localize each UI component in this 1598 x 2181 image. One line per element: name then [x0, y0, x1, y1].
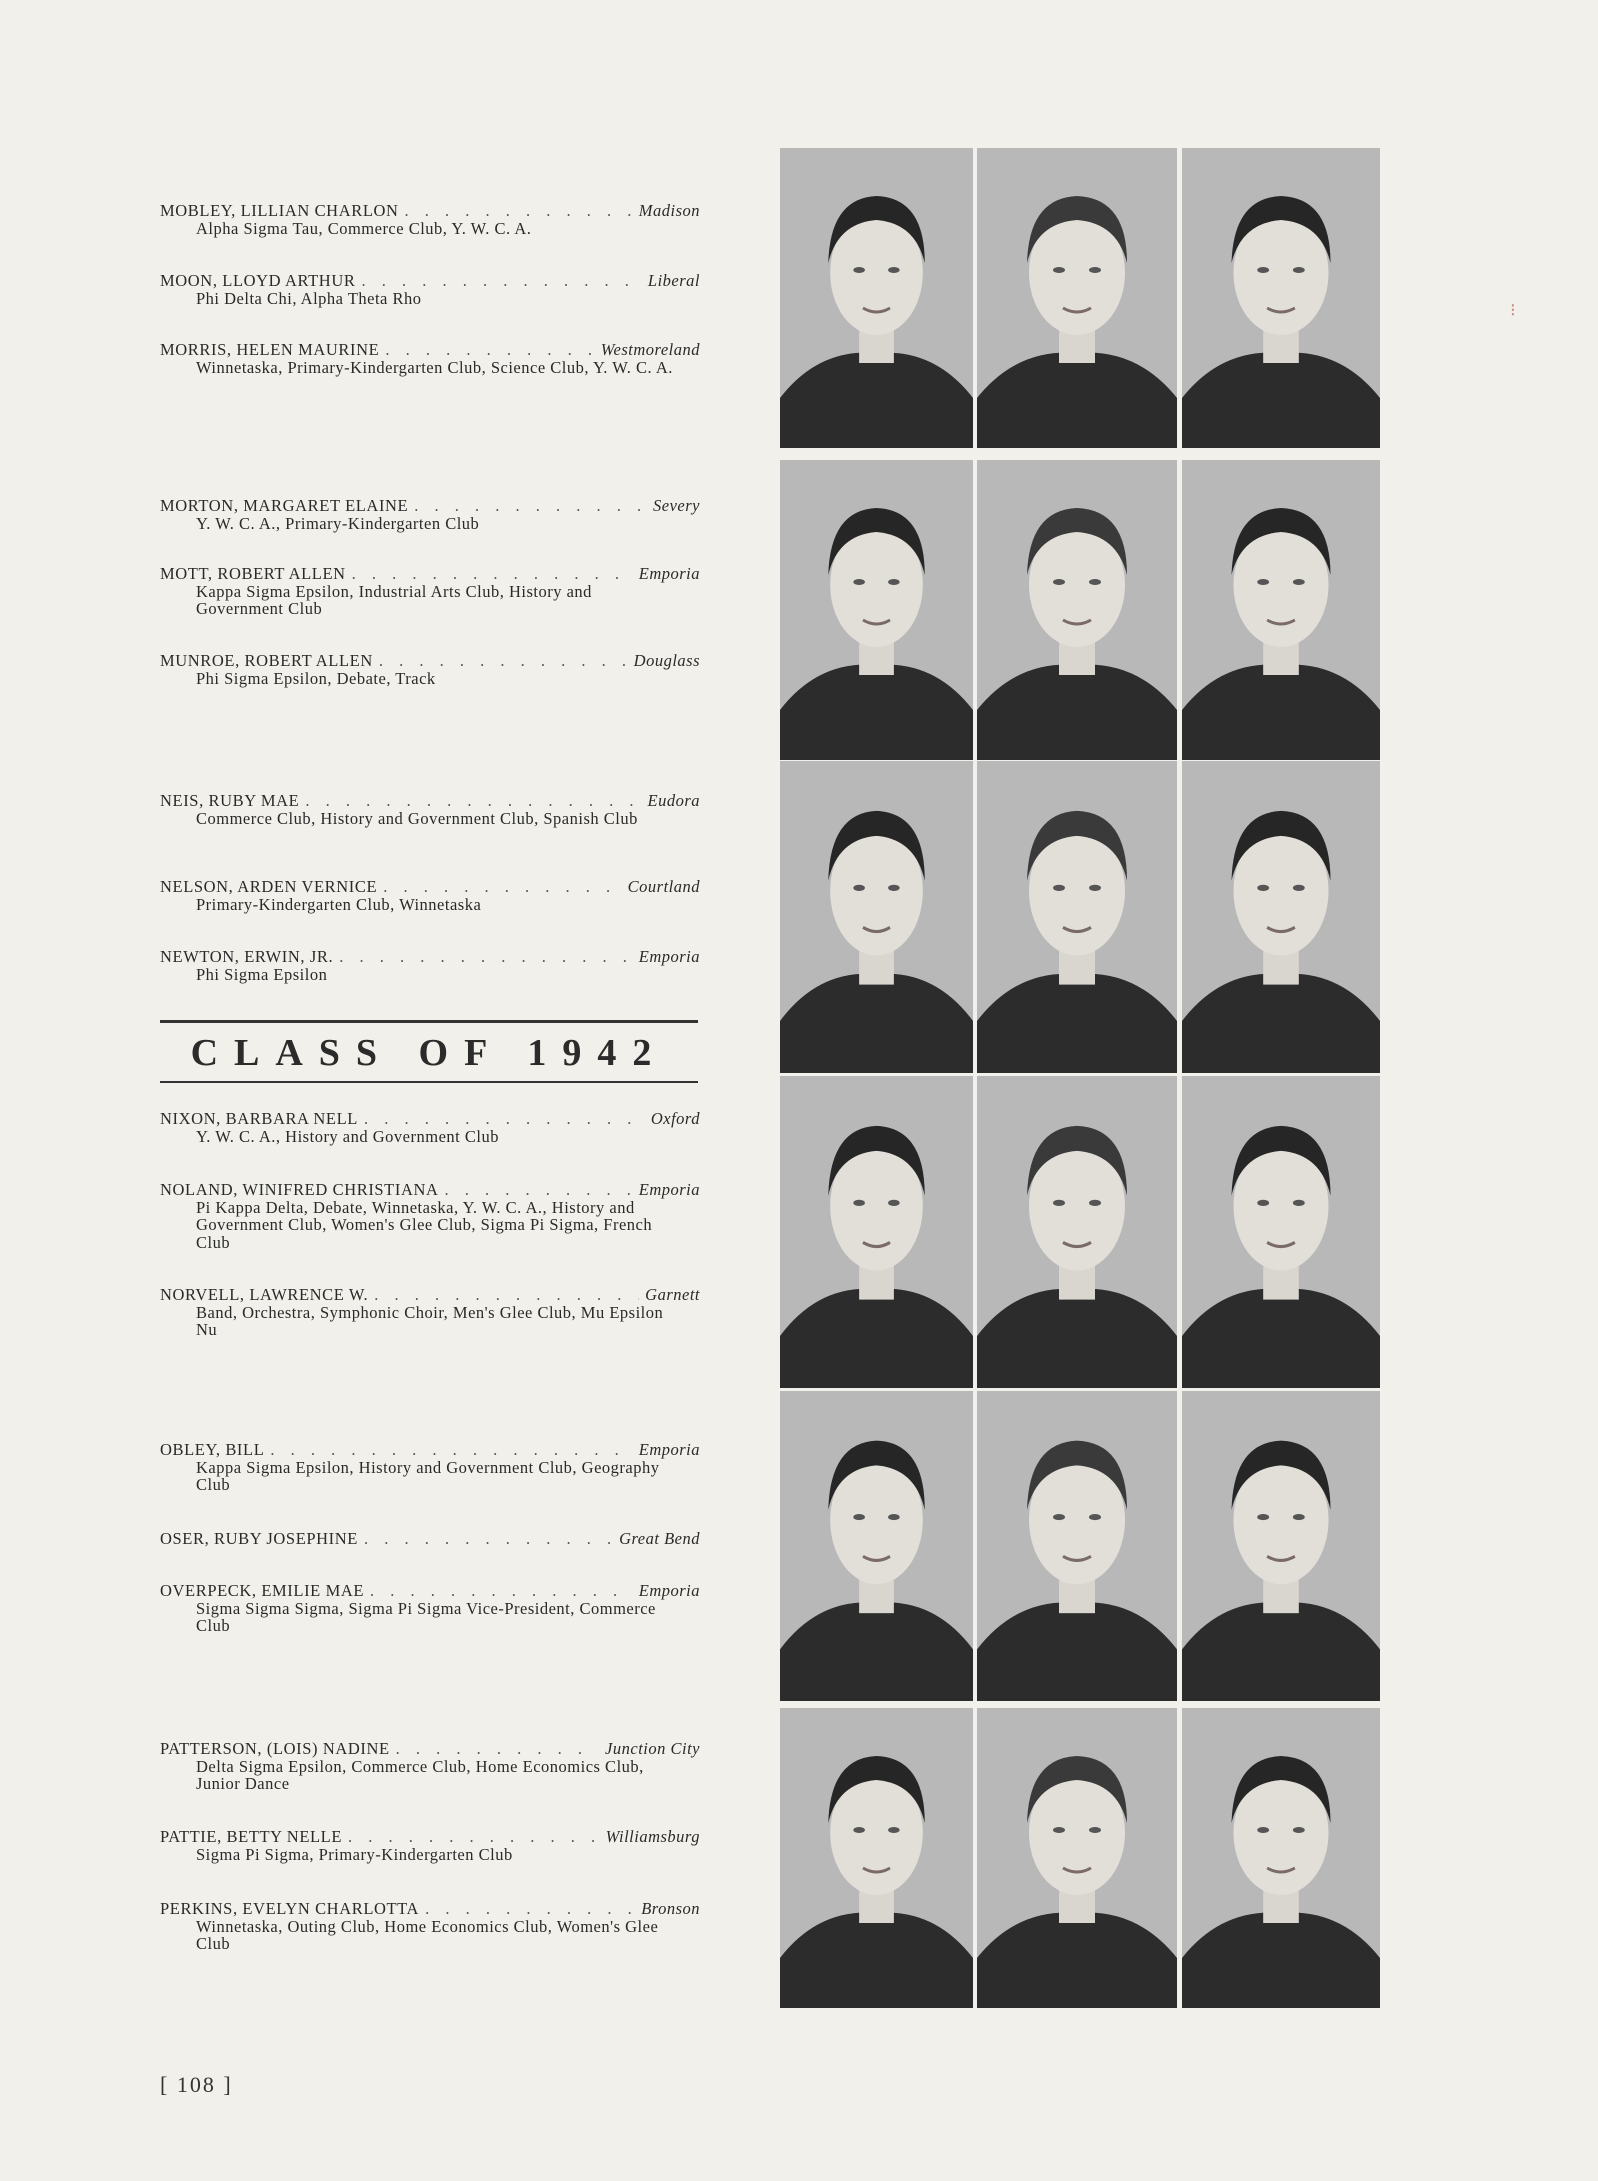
student-name: NOLAND, WINIFRED CHRISTIANA [160, 1180, 439, 1199]
student-entry [160, 1441, 700, 1494]
hometown: Madison [638, 201, 700, 220]
hometown: Garnett [645, 1285, 700, 1304]
leader-dots [270, 1441, 632, 1459]
student-name: MORTON, MARGARET ELAINE [160, 496, 409, 515]
student-portrait [1182, 148, 1380, 448]
activities: Phi Sigma Epsilon, Debate, Track [196, 668, 436, 688]
activities: Winnetaska, Primary-Kindergarten Club, Science Club, Y. W. C. A. [196, 357, 673, 377]
student-entry [160, 1530, 700, 1548]
leader-dots [364, 1530, 613, 1548]
student-entry [160, 1900, 700, 1953]
activities: Pi Kappa Delta, Debate, Winnetaska, Y. W. C. A., History and Government Club, Women's Glee Club, Sigma Pi Sigma, French Club [196, 1197, 653, 1252]
student-entry [160, 1828, 700, 1863]
activities: Commerce Club, History and Government Club, Spanish Club [196, 808, 638, 828]
activities: Alpha Sigma Tau, Commerce Club, Y. W. C. A. [196, 218, 532, 238]
leader-dots [379, 652, 628, 670]
activities: Delta Sigma Epsilon, Commerce Club, Home Economics Club, Junior Dance [196, 1756, 644, 1793]
student-entry [160, 792, 700, 827]
activities: Winnetaska, Outing Club, Home Economics Club, Women's Glee Club [196, 1916, 659, 1953]
hometown: Liberal [647, 271, 700, 290]
activities: Sigma Pi Sigma, Primary-Kindergarten Club [196, 1844, 513, 1864]
activities: Band, Orchestra, Symphonic Choir, Men's Glee Club, Mu Epsilon Nu [196, 1302, 664, 1339]
activities: Sigma Sigma Sigma, Sigma Pi Sigma Vice-President, Commerce Club [196, 1598, 656, 1635]
student-portrait [1182, 460, 1380, 760]
student-name: OBLEY, BILL [160, 1440, 265, 1459]
hometown: Emporia [638, 1440, 700, 1459]
student-name: OVERPECK, EMILIE MAE [160, 1581, 365, 1600]
student-portrait [977, 761, 1177, 1073]
hometown: Westmoreland [600, 340, 700, 359]
activities: Y. W. C. A., History and Government Club [196, 1126, 499, 1146]
student-name: NIXON, BARBARA NELL [160, 1109, 358, 1128]
hometown: Oxford [650, 1109, 700, 1128]
student-portrait [780, 148, 973, 448]
leader-dots [305, 792, 641, 810]
student-entry [160, 652, 700, 687]
student-entry [160, 341, 700, 376]
student-entry [160, 1286, 700, 1339]
leader-dots [385, 341, 594, 359]
student-entry [160, 1582, 700, 1635]
student-entry [160, 1181, 700, 1251]
leader-dots [445, 1181, 633, 1199]
student-portrait [780, 1076, 973, 1388]
hometown: Bronson [641, 1899, 700, 1918]
hometown: Severy [653, 496, 700, 515]
activities: Y. W. C. A., Primary-Kindergarten Club [196, 513, 480, 533]
student-name: PERKINS, EVELYN CHARLOTTA [160, 1899, 420, 1918]
hometown: Eudora [647, 791, 700, 810]
leader-dots [425, 1900, 635, 1918]
student-name: NEIS, RUBY MAE [160, 791, 300, 810]
hometown: Emporia [638, 1180, 700, 1199]
portrait-grid [780, 148, 1380, 2008]
student-name: OSER, RUBY JOSEPHINE [160, 1529, 358, 1548]
student-portrait [977, 1708, 1177, 2008]
student-portrait [977, 1076, 1177, 1388]
leader-dots [383, 878, 621, 896]
student-portrait [977, 1391, 1177, 1701]
student-portrait [1182, 1708, 1380, 2008]
student-entry [160, 565, 700, 618]
student-portrait [1182, 1076, 1380, 1388]
student-name: PATTIE, BETTY NELLE [160, 1827, 343, 1846]
hometown: Williamsburg [605, 1827, 700, 1846]
student-portrait [977, 148, 1177, 448]
student-portrait [977, 460, 1177, 760]
student-portrait [780, 460, 973, 760]
leader-dots [370, 1582, 633, 1600]
student-entry [160, 948, 700, 983]
leader-dots [374, 1286, 639, 1304]
student-entry [160, 272, 700, 307]
hometown: Douglass [633, 651, 700, 670]
hometown: Courtland [627, 877, 700, 896]
leader-dots [396, 1740, 599, 1758]
student-name: MOTT, ROBERT ALLEN [160, 564, 346, 583]
student-name: MOBLEY, LILLIAN CHARLON [160, 201, 399, 220]
student-portrait [1182, 1391, 1380, 1701]
activities: Kappa Sigma Epsilon, History and Government Club, Geography Club [196, 1457, 660, 1494]
student-entry [160, 497, 700, 532]
leader-dots [361, 272, 641, 290]
hometown: Emporia [638, 564, 700, 583]
student-name: NORVELL, LAWRENCE W. [160, 1285, 369, 1304]
hometown: Great Bend [619, 1529, 700, 1548]
margin-mark: ⁝ [1510, 300, 1516, 320]
leader-dots [339, 948, 633, 966]
student-name: NELSON, ARDEN VERNICE [160, 877, 378, 896]
leader-dots [405, 202, 633, 220]
activities: Kappa Sigma Epsilon, Industrial Arts Club, History and Government Club [196, 581, 592, 618]
student-name: MUNROE, ROBERT ALLEN [160, 651, 373, 670]
student-name: PATTERSON, (LOIS) NADINE [160, 1739, 390, 1758]
leader-dots [352, 565, 633, 583]
activities: Phi Delta Chi, Alpha Theta Rho [196, 288, 422, 308]
student-entry [160, 878, 700, 913]
leader-dots [414, 497, 647, 515]
student-name: MOON, LLOYD ARTHUR [160, 271, 356, 290]
hometown: Emporia [638, 947, 700, 966]
student-portrait [780, 761, 973, 1073]
student-entry [160, 1110, 700, 1145]
leader-dots [348, 1828, 600, 1846]
student-entry [160, 202, 700, 237]
student-name: MORRIS, HELEN MAURINE [160, 340, 380, 359]
activities: Phi Sigma Epsilon [196, 964, 328, 984]
student-portrait [780, 1708, 973, 2008]
page-number: [ 108 ] [160, 2072, 233, 2097]
hometown: Emporia [638, 1581, 700, 1600]
class-heading: CLASS OF 1942 [160, 1020, 698, 1083]
activities: Primary-Kindergarten Club, Winnetaska [196, 894, 482, 914]
student-portrait [1182, 761, 1380, 1073]
student-portrait [780, 1391, 973, 1701]
hometown: Junction City [605, 1739, 700, 1758]
student-name: NEWTON, ERWIN, JR. [160, 947, 334, 966]
student-entry [160, 1740, 700, 1793]
leader-dots [364, 1110, 645, 1128]
